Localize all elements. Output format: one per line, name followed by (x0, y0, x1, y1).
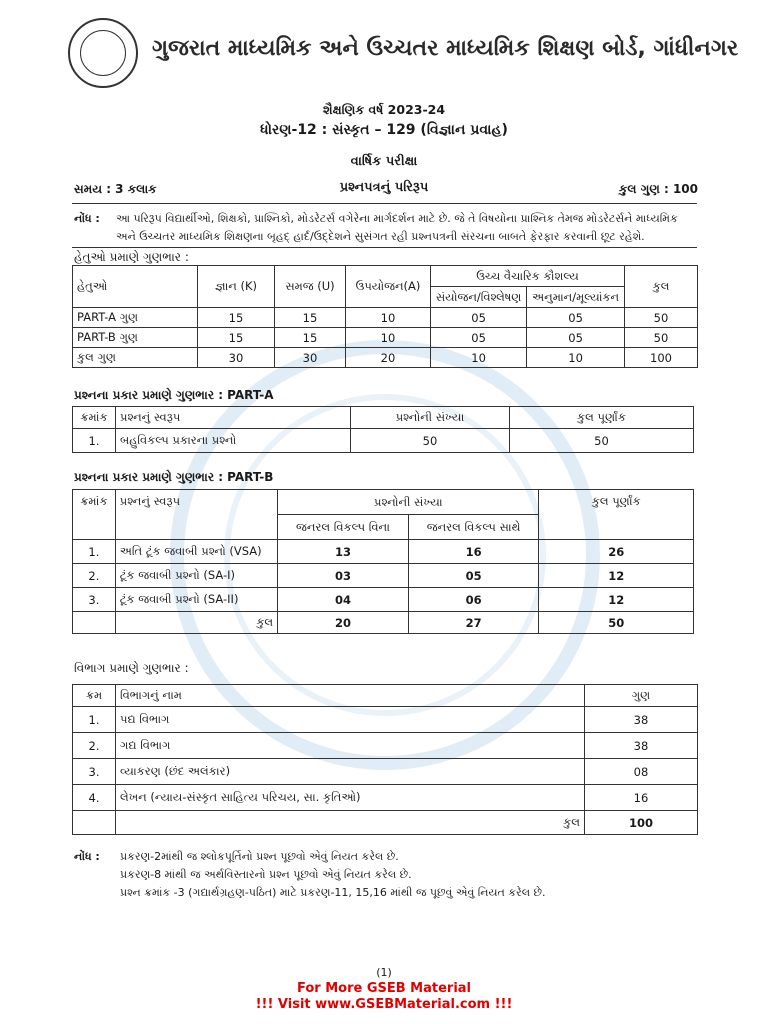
table-cell: 05 (408, 564, 539, 588)
table-cell: ગદ્ય વિભાગ (116, 733, 585, 759)
table-cell: અતિ ટૂંક જવાબી પ્રશ્નો (VSA) (115, 540, 277, 564)
board-logo-icon (68, 18, 138, 88)
page-number: (1) (376, 966, 392, 979)
sub-header-cell: જનરલ વિકલ્પ વિના (278, 515, 409, 540)
table-cell: 10 (527, 348, 625, 368)
sub-header-cell: જનરલ વિકલ્પ સાથે (408, 515, 539, 540)
table-cell: 05 (527, 328, 625, 348)
table-cell: લેખન (ન્યાય-સંસ્કૃત સાહિત્ય પરિચય, સા. કૃતિઓ) (116, 785, 585, 811)
table-cell: 15 (275, 328, 346, 348)
header-cell: વિભાગનું નામ (116, 685, 585, 707)
header-cell: ઉપયોજન(A) (346, 266, 431, 308)
table-cell: 50 (625, 328, 698, 348)
table-cell: 30 (198, 348, 275, 368)
table-cell: 03 (278, 564, 409, 588)
table-row (73, 308, 698, 328)
total-marks: કુલ ગુણ : 100 (618, 182, 698, 196)
sub-header-cell: સંયોજન/વિશ્લેષણ (431, 287, 527, 308)
table-row (73, 348, 698, 368)
table-cell: 05 (527, 308, 625, 328)
table-row (73, 785, 698, 811)
part-a-title: પ્રશ્નના પ્રકાર પ્રમાણે ગુણભાર : PART-A (74, 388, 274, 402)
exam-name: વાર્ષિક પરીક્ષા (350, 154, 418, 169)
table-cell: 4. (73, 785, 116, 811)
note-divider (72, 247, 697, 248)
header-cell: ગુણ (585, 685, 698, 707)
table-cell: 3. (73, 588, 116, 612)
table-cell: 08 (585, 759, 698, 785)
table-cell: 15 (198, 328, 275, 348)
section-table (72, 684, 698, 835)
header-cell: ક્રમાંક (73, 490, 116, 540)
table-cell: 1. (73, 540, 116, 564)
header-cell: ક્રમ (73, 685, 116, 707)
table-cell: PART-A ગુણ (73, 308, 198, 328)
note-line-2: અને ઉચ્ચતર માધ્યમિક શિક્ષણના બૃહદ્ હાર્દ/ઉદ્દેશને સુસંગત રહી પ્રશ્નપત્રની સંરચના બાબતે ફેરફાર કરવાની છૂટ રહેશે. (116, 230, 645, 243)
header-cell: પ્રશ્નનું સ્વરૂપ (116, 407, 351, 429)
objective-table-title: હેતુઓ પ્રમાણે ગુણભાર : (74, 250, 189, 264)
header-cell: પ્રશ્નોની સંખ્યા (351, 407, 510, 429)
table-cell: 05 (431, 328, 527, 348)
table-cell: 100 (625, 348, 698, 368)
header-cell: પ્રશ્નનું સ્વરૂપ (115, 490, 277, 540)
subject-line: ધોરણ-12 : સંસ્કૃત – 129 (વિજ્ઞાન પ્રવાહ) (260, 122, 508, 138)
footer-website-link[interactable]: !!! Visit www.GSEBMaterial.com !!! (255, 997, 513, 1012)
footer-line-1: For More GSEB Material (296, 981, 472, 996)
objective-table (72, 265, 698, 368)
table-cell: 15 (198, 308, 275, 328)
header-cell: કુલ પૂર્ણાંક (510, 407, 694, 429)
table-cell: PART-B ગુણ (73, 328, 198, 348)
table-row (73, 811, 698, 835)
table-cell: 20 (278, 612, 409, 634)
table-cell: 15 (275, 308, 346, 328)
table-row (73, 588, 694, 612)
table-cell: 2. (73, 733, 116, 759)
table-cell: 1. (73, 429, 116, 453)
note-label: નોંધ : (74, 212, 100, 225)
table-cell: 50 (510, 429, 694, 453)
table-cell: 50 (539, 612, 694, 634)
table-cell: ટૂંક જવાબી પ્રશ્નો (SA-II) (115, 588, 277, 612)
table-cell: 2. (73, 564, 116, 588)
table-cell: 12 (539, 564, 694, 588)
table-cell: 100 (585, 811, 698, 835)
bottom-note-line-2: પ્રકરણ-8 માંથી જ અર્થવિસ્તારનો પ્રશ્ન પૂછવો એવું નિયત કરેલ છે. (120, 868, 412, 881)
header-cell: સમજ (U) (275, 266, 346, 308)
bottom-note-label: નોંધ : (74, 850, 100, 863)
table-cell: બહુવિકલ્પ પ્રકારના પ્રશ્નો (116, 429, 351, 453)
table-cell: 12 (539, 588, 694, 612)
table-cell: 38 (585, 733, 698, 759)
academic-year: શૈક્ષણિક વર્ષ 2023-24 (322, 102, 446, 117)
table-cell: 16 (585, 785, 698, 811)
exam-time: સમય : 3 કલાક (74, 182, 157, 196)
table-cell: 20 (346, 348, 431, 368)
table-cell: 30 (275, 348, 346, 368)
part-b-title: પ્રશ્નના પ્રકાર પ્રમાણે ગુણભાર : PART-B (74, 470, 274, 484)
header-cell: કુલ પૂર્ણાંક (539, 490, 694, 540)
sub-header-cell: અનુમાન/મૂલ્યાંકન (527, 287, 625, 308)
table-row (73, 429, 694, 453)
part-b-table (72, 489, 694, 634)
table-cell: 50 (351, 429, 510, 453)
table-cell: 10 (346, 328, 431, 348)
bottom-note-line-1: પ્રકરણ-2માંથી જ શ્લોકપૂર્તિનો પ્રશ્ન પૂછવો એવું નિયત કરેલ છે. (120, 850, 399, 863)
table-cell: પદ્ય વિભાગ (116, 707, 585, 733)
table-cell: 06 (408, 588, 539, 612)
table-cell: 10 (346, 308, 431, 328)
table-row (73, 759, 698, 785)
part-a-table (72, 406, 694, 453)
table-cell: 16 (408, 540, 539, 564)
table-cell: વ્યાકરણ (છંદ અલંકાર) (116, 759, 585, 785)
header-cell: જ્ઞાન (K) (198, 266, 275, 308)
table-cell: 27 (408, 612, 539, 634)
total-label: કુલ (115, 612, 277, 634)
table-row (73, 612, 694, 634)
table-cell: 04 (278, 588, 409, 612)
table-row (73, 540, 694, 564)
table-cell: 38 (585, 707, 698, 733)
table-row (73, 733, 698, 759)
paper-title: પ્રશ્નપત્રનું પરિરૂપ (339, 180, 429, 195)
table-cell: 3. (73, 759, 116, 785)
table-row (73, 564, 694, 588)
table-cell: 50 (625, 308, 698, 328)
table-cell: 26 (539, 540, 694, 564)
header-cell: હેતુઓ (73, 266, 198, 308)
note-line-1: આ પરિરૂપ વિદ્યાર્થીઓ, શિક્ષકો, પ્રાશ્નિકો, મોડરેટર્સ વગેરેના માર્ગદર્શન માટે છે. જે તે વિષયોના પ્રાશ્નિક તેમજ મોડરેટર્સને માધ્યમિક (116, 212, 678, 225)
header-divider (72, 203, 697, 204)
header-cell: ક્રમાંક (73, 407, 116, 429)
table-cell: 13 (278, 540, 409, 564)
table-row (73, 707, 698, 733)
board-name: ગુજરાત માધ્યમિક અને ઉચ્ચતર માધ્યમિક શિક્ષણ બોર્ડ, ગાંધીનગર (152, 36, 739, 61)
table-row (73, 328, 698, 348)
table-cell: 1. (73, 707, 116, 733)
table-cell: કુલ ગુણ (73, 348, 198, 368)
table-cell: ટૂંક જવાબી પ્રશ્નો (SA-I) (115, 564, 277, 588)
header-cell: પ્રશ્નોની સંખ્યા (278, 490, 539, 515)
section-table-title: વિભાગ પ્રમાણે ગુણભાર : (74, 661, 189, 675)
total-label: કુલ (116, 811, 585, 835)
table-cell: 05 (431, 308, 527, 328)
table-cell: 10 (431, 348, 527, 368)
bottom-note-line-3: પ્રશ્ન ક્રમાંક -3 (ગદ્યાર્થગ્રહણ-પઠિત) માટે પ્રકરણ-11, 15,16 માંથી જ પૂછવું એવું નિયત કરેલ છે. (120, 886, 546, 899)
header-cell: કુલ (625, 266, 698, 308)
header-cell: ઉચ્ચ વૈચારિક કૌશલ્ય (431, 266, 625, 287)
